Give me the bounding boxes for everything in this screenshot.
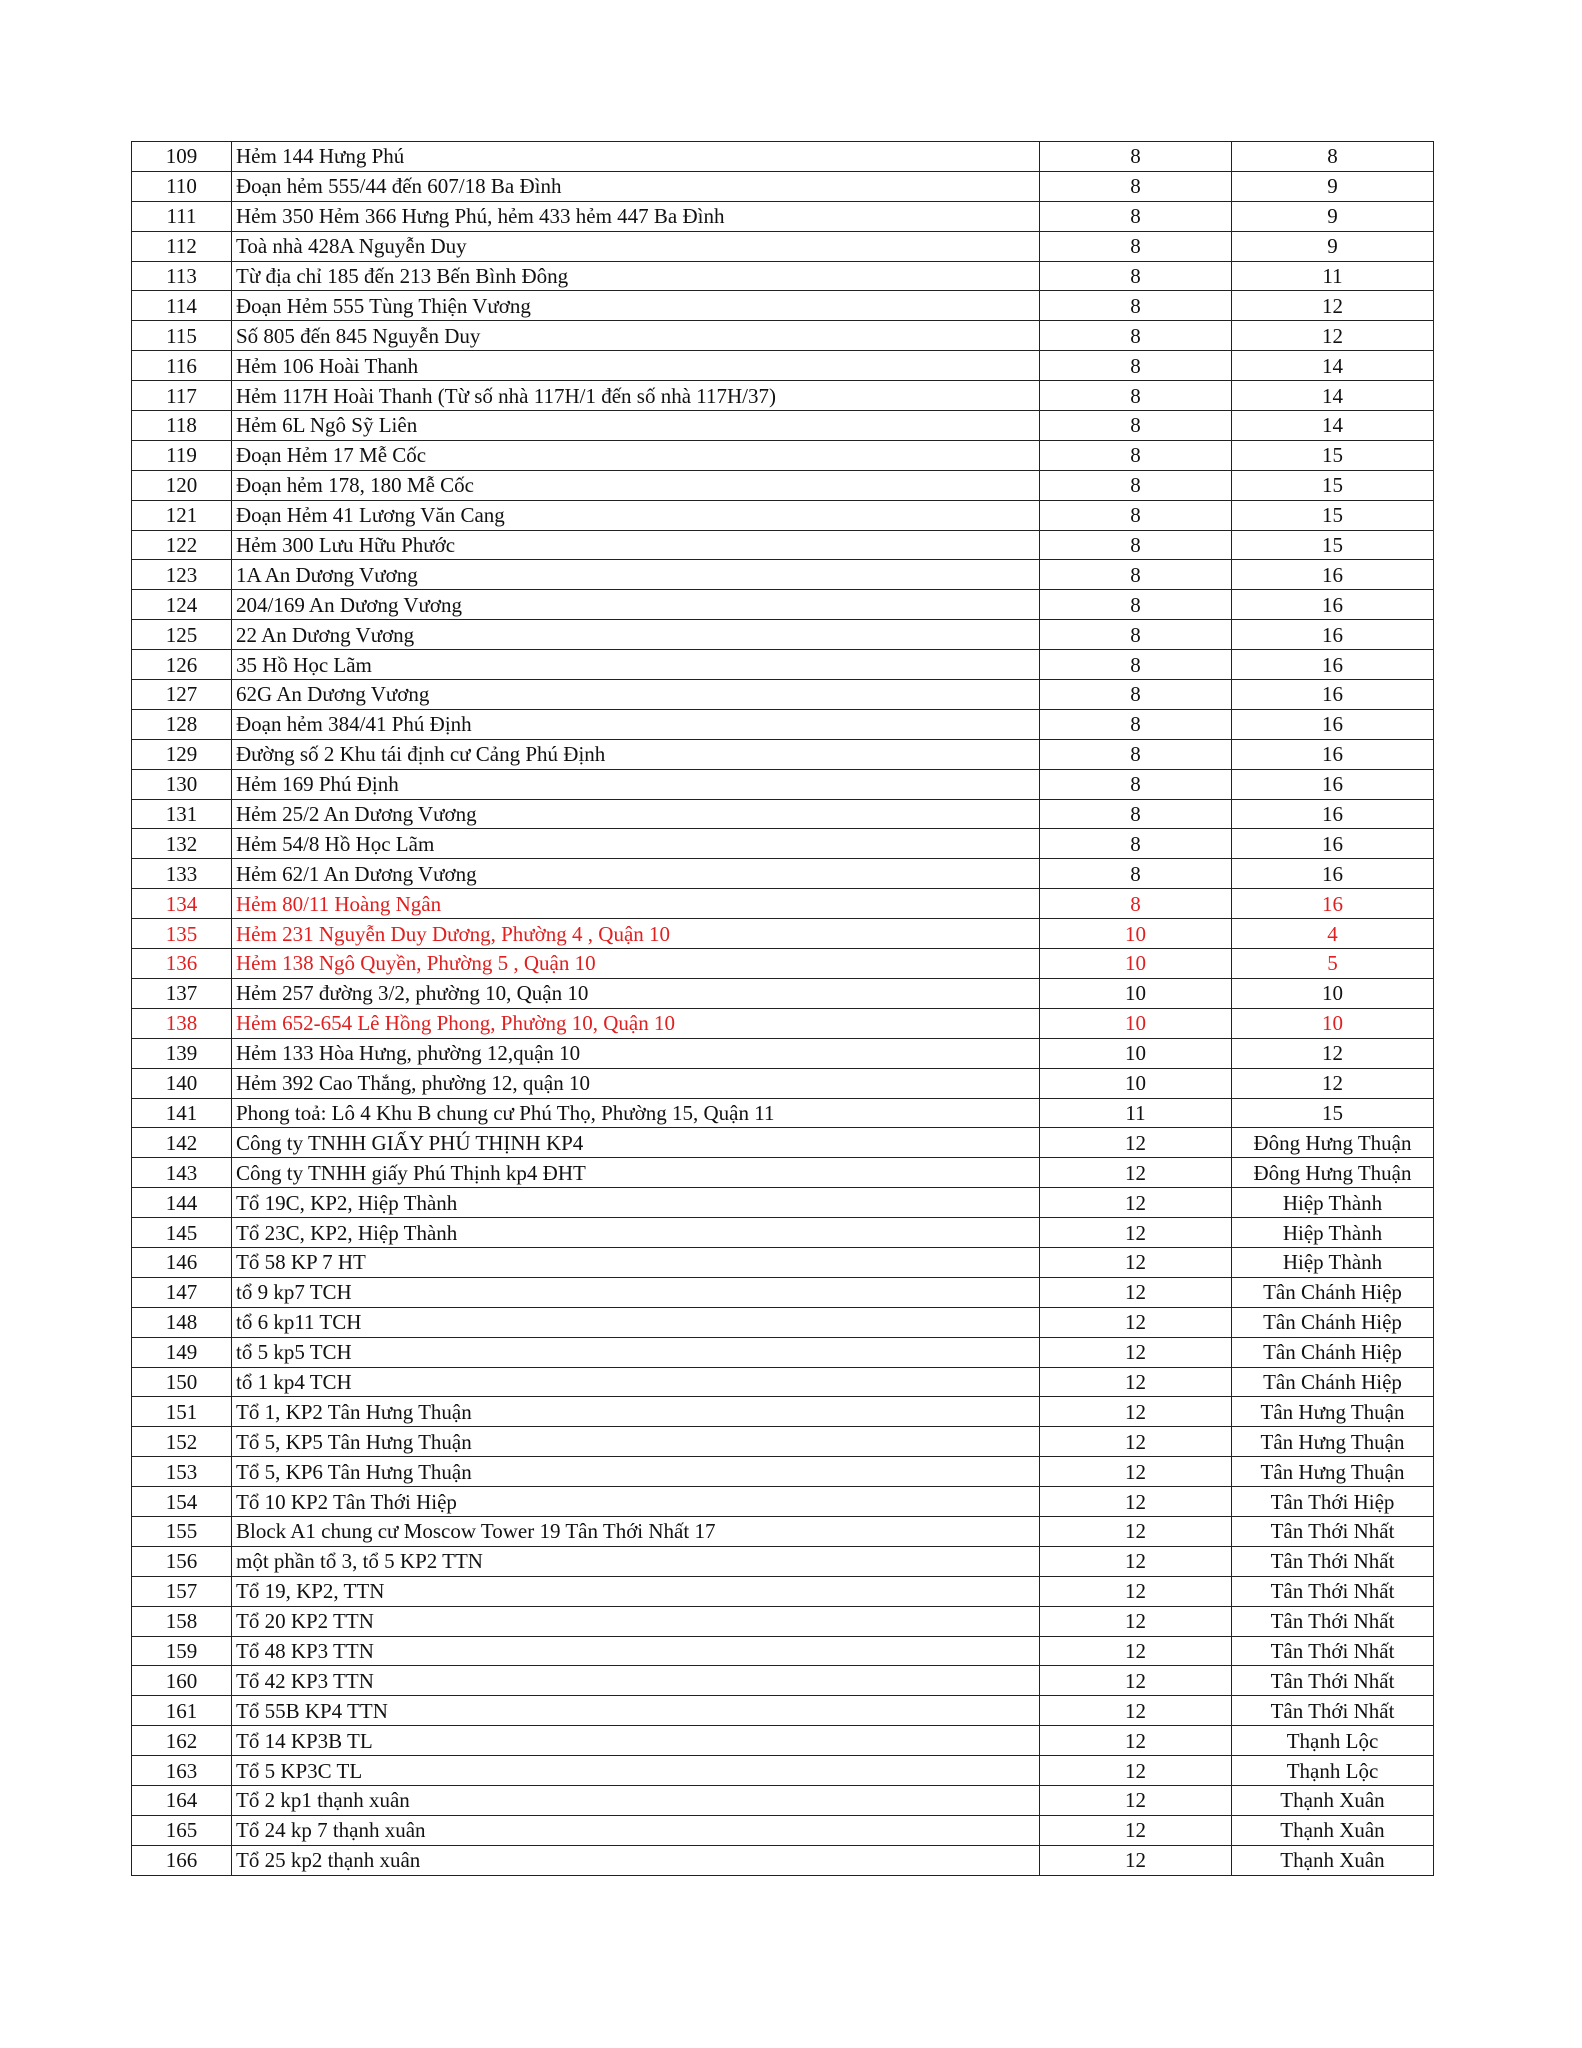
address-cell: Toà nhà 428A Nguyễn Duy — [232, 231, 1040, 261]
address-cell: Tổ 24 kp 7 thạnh xuân — [232, 1815, 1040, 1845]
ward-cell: Tân Thới Nhất — [1232, 1516, 1434, 1546]
ward-cell: Tân Hưng Thuận — [1232, 1457, 1434, 1487]
address-cell: Hẻm 350 Hẻm 366 Hưng Phú, hẻm 433 hẻm 447 Ba Đình — [232, 201, 1040, 231]
address-cell: tổ 1 kp4 TCH — [232, 1367, 1040, 1397]
ward-cell: Tân Thới Nhất — [1232, 1576, 1434, 1606]
ward-cell: 11 — [1232, 261, 1434, 291]
table-row — [132, 560, 1434, 590]
row-number-cell: 133 — [132, 859, 232, 889]
district-cell: 8 — [1040, 530, 1232, 560]
ward-cell: 16 — [1232, 769, 1434, 799]
row-number-cell: 125 — [132, 620, 232, 650]
table-row — [132, 919, 1434, 949]
address-cell: Hẻm 6L Ngô Sỹ Liên — [232, 411, 1040, 441]
address-cell: Tổ 10 KP2 Tân Thới Hiệp — [232, 1487, 1040, 1517]
table-row — [132, 291, 1434, 321]
ward-cell: 10 — [1232, 978, 1434, 1008]
district-cell: 12 — [1040, 1815, 1232, 1845]
ward-cell: 8 — [1232, 142, 1434, 172]
district-cell: 8 — [1040, 351, 1232, 381]
table-row — [132, 321, 1434, 351]
table-row — [132, 1576, 1434, 1606]
table-row — [132, 1516, 1434, 1546]
district-cell: 8 — [1040, 291, 1232, 321]
district-cell: 12 — [1040, 1696, 1232, 1726]
row-number-cell: 154 — [132, 1487, 232, 1517]
district-cell: 8 — [1040, 590, 1232, 620]
table-row — [132, 261, 1434, 291]
ward-cell: Thạnh Xuân — [1232, 1815, 1434, 1845]
district-cell: 10 — [1040, 919, 1232, 949]
table-row — [132, 1008, 1434, 1038]
row-number-cell: 143 — [132, 1158, 232, 1188]
table-row — [132, 949, 1434, 979]
table-row — [132, 978, 1434, 1008]
row-number-cell: 116 — [132, 351, 232, 381]
district-cell: 8 — [1040, 321, 1232, 351]
table-row — [132, 709, 1434, 739]
district-cell: 8 — [1040, 440, 1232, 470]
row-number-cell: 135 — [132, 919, 232, 949]
ward-cell: 16 — [1232, 889, 1434, 919]
address-cell: Hẻm 62/1 An Dương Vương — [232, 859, 1040, 889]
address-cell: Hẻm 25/2 An Dương Vương — [232, 799, 1040, 829]
table-row — [132, 1068, 1434, 1098]
row-number-cell: 129 — [132, 739, 232, 769]
address-cell: Tổ 23C, KP2, Hiệp Thành — [232, 1218, 1040, 1248]
district-cell: 8 — [1040, 859, 1232, 889]
ward-cell: Tân Chánh Hiệp — [1232, 1337, 1434, 1367]
table-row — [132, 1397, 1434, 1427]
address-cell: Tổ 20 KP2 TTN — [232, 1606, 1040, 1636]
table-row — [132, 859, 1434, 889]
row-number-cell: 145 — [132, 1218, 232, 1248]
district-cell: 8 — [1040, 889, 1232, 919]
table-row — [132, 590, 1434, 620]
table-row — [132, 1785, 1434, 1815]
address-cell: Từ địa chỉ 185 đến 213 Bến Bình Đông — [232, 261, 1040, 291]
row-number-cell: 159 — [132, 1636, 232, 1666]
address-cell: Tổ 48 KP3 TTN — [232, 1636, 1040, 1666]
table-row — [132, 171, 1434, 201]
ward-cell: 12 — [1232, 1038, 1434, 1068]
ward-cell: 9 — [1232, 201, 1434, 231]
row-number-cell: 140 — [132, 1068, 232, 1098]
address-cell: Hẻm 133 Hòa Hưng, phường 12,quận 10 — [232, 1038, 1040, 1068]
table-row — [132, 1756, 1434, 1786]
ward-cell: Đông Hưng Thuận — [1232, 1158, 1434, 1188]
district-cell: 12 — [1040, 1785, 1232, 1815]
row-number-cell: 122 — [132, 530, 232, 560]
district-cell: 8 — [1040, 231, 1232, 261]
address-cell: Đoạn hẻm 178, 180 Mễ Cốc — [232, 470, 1040, 500]
address-cell: Đường số 2 Khu tái định cư Cảng Phú Định — [232, 739, 1040, 769]
table-row — [132, 351, 1434, 381]
ward-cell: 15 — [1232, 470, 1434, 500]
district-cell: 12 — [1040, 1756, 1232, 1786]
district-cell: 10 — [1040, 1008, 1232, 1038]
table-row — [132, 620, 1434, 650]
address-cell: Block A1 chung cư Moscow Tower 19 Tân Thới Nhất 17 — [232, 1516, 1040, 1546]
address-cell: Hẻm 300 Lưu Hữu Phước — [232, 530, 1040, 560]
row-number-cell: 117 — [132, 381, 232, 411]
district-cell: 12 — [1040, 1367, 1232, 1397]
ward-cell: 15 — [1232, 1098, 1434, 1128]
district-cell: 8 — [1040, 142, 1232, 172]
table-row — [132, 470, 1434, 500]
table-row — [132, 1337, 1434, 1367]
ward-cell: Tân Thới Nhất — [1232, 1606, 1434, 1636]
table-row — [132, 769, 1434, 799]
ward-cell: Đông Hưng Thuận — [1232, 1128, 1434, 1158]
row-number-cell: 142 — [132, 1128, 232, 1158]
row-number-cell: 149 — [132, 1337, 232, 1367]
row-number-cell: 137 — [132, 978, 232, 1008]
table-row — [132, 500, 1434, 530]
district-cell: 12 — [1040, 1845, 1232, 1875]
table-row — [132, 440, 1434, 470]
district-cell: 12 — [1040, 1606, 1232, 1636]
ward-cell: 16 — [1232, 680, 1434, 710]
district-cell: 12 — [1040, 1636, 1232, 1666]
district-cell: 12 — [1040, 1487, 1232, 1517]
table-row — [132, 1247, 1434, 1277]
row-number-cell: 153 — [132, 1457, 232, 1487]
ward-cell: 9 — [1232, 171, 1434, 201]
address-cell: Số 805 đến 845 Nguyễn Duy — [232, 321, 1040, 351]
address-cell: Hẻm 257 đường 3/2, phường 10, Quận 10 — [232, 978, 1040, 1008]
district-cell: 8 — [1040, 201, 1232, 231]
table-row — [132, 1845, 1434, 1875]
row-number-cell: 152 — [132, 1427, 232, 1457]
ward-cell: 16 — [1232, 829, 1434, 859]
table-row — [132, 1546, 1434, 1576]
address-cell: Đoạn Hẻm 41 Lương Văn Cang — [232, 500, 1040, 530]
table-row — [132, 1696, 1434, 1726]
table-row — [132, 1606, 1434, 1636]
district-cell: 12 — [1040, 1516, 1232, 1546]
row-number-cell: 151 — [132, 1397, 232, 1427]
row-number-cell: 144 — [132, 1188, 232, 1218]
ward-cell: Tân Hưng Thuận — [1232, 1427, 1434, 1457]
address-cell: Tổ 42 KP3 TTN — [232, 1666, 1040, 1696]
ward-cell: 16 — [1232, 560, 1434, 590]
ward-cell: Tân Thới Nhất — [1232, 1696, 1434, 1726]
district-cell: 8 — [1040, 769, 1232, 799]
district-cell: 8 — [1040, 739, 1232, 769]
row-number-cell: 165 — [132, 1815, 232, 1845]
address-cell: Đoạn Hẻm 17 Mễ Cốc — [232, 440, 1040, 470]
ward-cell: 16 — [1232, 650, 1434, 680]
ward-cell: 12 — [1232, 291, 1434, 321]
table-row — [132, 1726, 1434, 1756]
district-cell: 12 — [1040, 1128, 1232, 1158]
ward-cell: Tân Thới Nhất — [1232, 1636, 1434, 1666]
district-cell: 12 — [1040, 1427, 1232, 1457]
ward-cell: Thạnh Xuân — [1232, 1785, 1434, 1815]
row-number-cell: 136 — [132, 949, 232, 979]
address-cell: Hẻm 106 Hoài Thanh — [232, 351, 1040, 381]
row-number-cell: 160 — [132, 1666, 232, 1696]
row-number-cell: 114 — [132, 291, 232, 321]
table-row — [132, 1307, 1434, 1337]
address-cell: Đoạn hẻm 555/44 đến 607/18 Ba Đình — [232, 171, 1040, 201]
ward-cell: 16 — [1232, 709, 1434, 739]
ward-cell: 9 — [1232, 231, 1434, 261]
row-number-cell: 139 — [132, 1038, 232, 1068]
district-cell: 12 — [1040, 1457, 1232, 1487]
district-cell: 8 — [1040, 650, 1232, 680]
address-cell: Phong toả: Lô 4 Khu B chung cư Phú Thọ, Phường 15, Quận 11 — [232, 1098, 1040, 1128]
ward-cell: 15 — [1232, 500, 1434, 530]
district-cell: 8 — [1040, 411, 1232, 441]
row-number-cell: 158 — [132, 1606, 232, 1636]
district-cell: 10 — [1040, 949, 1232, 979]
address-table — [131, 141, 1434, 1876]
row-number-cell: 150 — [132, 1367, 232, 1397]
row-number-cell: 163 — [132, 1756, 232, 1786]
row-number-cell: 115 — [132, 321, 232, 351]
ward-cell: Hiệp Thành — [1232, 1218, 1434, 1248]
district-cell: 8 — [1040, 620, 1232, 650]
address-cell: Tổ 25 kp2 thạnh xuân — [232, 1845, 1040, 1875]
table-row — [132, 1666, 1434, 1696]
address-cell: Đoạn Hẻm 555 Tùng Thiện Vương — [232, 291, 1040, 321]
district-cell: 10 — [1040, 1068, 1232, 1098]
district-cell: 12 — [1040, 1307, 1232, 1337]
table-row — [132, 1038, 1434, 1068]
ward-cell: 16 — [1232, 739, 1434, 769]
address-cell: Công ty TNHH GIẤY PHÚ THỊNH KP4 — [232, 1128, 1040, 1158]
address-cell: Hẻm 138 Ngô Quyền, Phường 5 , Quận 10 — [232, 949, 1040, 979]
row-number-cell: 131 — [132, 799, 232, 829]
district-cell: 12 — [1040, 1277, 1232, 1307]
address-cell: Tổ 5 KP3C TL — [232, 1756, 1040, 1786]
ward-cell: 10 — [1232, 1008, 1434, 1038]
district-cell: 12 — [1040, 1576, 1232, 1606]
row-number-cell: 123 — [132, 560, 232, 590]
address-cell: Tổ 19C, KP2, Hiệp Thành — [232, 1188, 1040, 1218]
row-number-cell: 126 — [132, 650, 232, 680]
address-cell: 35 Hồ Học Lãm — [232, 650, 1040, 680]
ward-cell: 14 — [1232, 351, 1434, 381]
row-number-cell: 156 — [132, 1546, 232, 1576]
district-cell: 8 — [1040, 829, 1232, 859]
row-number-cell: 157 — [132, 1576, 232, 1606]
address-cell: tổ 6 kp11 TCH — [232, 1307, 1040, 1337]
ward-cell: Tân Chánh Hiệp — [1232, 1277, 1434, 1307]
table-row — [132, 1158, 1434, 1188]
ward-cell: 16 — [1232, 620, 1434, 650]
district-cell: 12 — [1040, 1397, 1232, 1427]
ward-cell: Tân Chánh Hiệp — [1232, 1307, 1434, 1337]
row-number-cell: 134 — [132, 889, 232, 919]
district-cell: 8 — [1040, 261, 1232, 291]
address-cell: Tổ 14 KP3B TL — [232, 1726, 1040, 1756]
ward-cell: 16 — [1232, 859, 1434, 889]
address-cell: một phần tổ 3, tổ 5 KP2 TTN — [232, 1546, 1040, 1576]
table-row — [132, 1427, 1434, 1457]
address-cell: 1A An Dương Vương — [232, 560, 1040, 590]
row-number-cell: 124 — [132, 590, 232, 620]
table-row — [132, 530, 1434, 560]
ward-cell: Thạnh Xuân — [1232, 1845, 1434, 1875]
table-row — [132, 680, 1434, 710]
district-cell: 8 — [1040, 381, 1232, 411]
ward-cell: 14 — [1232, 381, 1434, 411]
table-row — [132, 1636, 1434, 1666]
ward-cell: 4 — [1232, 919, 1434, 949]
district-cell: 8 — [1040, 560, 1232, 590]
address-cell: Hẻm 169 Phú Định — [232, 769, 1040, 799]
ward-cell: 14 — [1232, 411, 1434, 441]
row-number-cell: 130 — [132, 769, 232, 799]
row-number-cell: 113 — [132, 261, 232, 291]
ward-cell: Tân Chánh Hiệp — [1232, 1367, 1434, 1397]
table-row — [132, 739, 1434, 769]
district-cell: 11 — [1040, 1098, 1232, 1128]
address-cell: Công ty TNHH giấy Phú Thịnh kp4 ĐHT — [232, 1158, 1040, 1188]
district-cell: 12 — [1040, 1188, 1232, 1218]
address-cell: 204/169 An Dương Vương — [232, 590, 1040, 620]
address-cell: Đoạn hẻm 384/41 Phú Định — [232, 709, 1040, 739]
ward-cell: 16 — [1232, 799, 1434, 829]
row-number-cell: 109 — [132, 142, 232, 172]
ward-cell: Hiệp Thành — [1232, 1188, 1434, 1218]
ward-cell: 12 — [1232, 321, 1434, 351]
row-number-cell: 132 — [132, 829, 232, 859]
address-cell: Tổ 5, KP6 Tân Hưng Thuận — [232, 1457, 1040, 1487]
address-cell: tổ 5 kp5 TCH — [232, 1337, 1040, 1367]
address-cell: Hẻm 117H Hoài Thanh (Từ số nhà 117H/1 đến số nhà 117H/37) — [232, 381, 1040, 411]
table-row — [132, 1367, 1434, 1397]
ward-cell: 16 — [1232, 590, 1434, 620]
row-number-cell: 138 — [132, 1008, 232, 1038]
row-number-cell: 112 — [132, 231, 232, 261]
address-cell: Hẻm 652-654 Lê Hồng Phong, Phường 10, Quận 10 — [232, 1008, 1040, 1038]
row-number-cell: 146 — [132, 1247, 232, 1277]
district-cell: 8 — [1040, 171, 1232, 201]
row-number-cell: 162 — [132, 1726, 232, 1756]
district-cell: 12 — [1040, 1546, 1232, 1576]
row-number-cell: 127 — [132, 680, 232, 710]
row-number-cell: 164 — [132, 1785, 232, 1815]
row-number-cell: 148 — [132, 1307, 232, 1337]
district-cell: 12 — [1040, 1337, 1232, 1367]
row-number-cell: 121 — [132, 500, 232, 530]
table-row — [132, 201, 1434, 231]
row-number-cell: 118 — [132, 411, 232, 441]
address-cell: Tổ 55B KP4 TTN — [232, 1696, 1040, 1726]
table-row — [132, 381, 1434, 411]
table-row — [132, 650, 1434, 680]
ward-cell: Tân Thới Nhất — [1232, 1666, 1434, 1696]
district-cell: 8 — [1040, 709, 1232, 739]
ward-cell: 5 — [1232, 949, 1434, 979]
table-row — [132, 411, 1434, 441]
district-cell: 8 — [1040, 500, 1232, 530]
district-cell: 12 — [1040, 1218, 1232, 1248]
ward-cell: Thạnh Lộc — [1232, 1756, 1434, 1786]
district-cell: 12 — [1040, 1726, 1232, 1756]
address-cell: Hẻm 392 Cao Thắng, phường 12, quận 10 — [232, 1068, 1040, 1098]
district-cell: 8 — [1040, 680, 1232, 710]
table-row — [132, 1128, 1434, 1158]
address-cell: Tổ 19, KP2, TTN — [232, 1576, 1040, 1606]
district-cell: 12 — [1040, 1247, 1232, 1277]
ward-cell: Thạnh Lộc — [1232, 1726, 1434, 1756]
address-cell: Hẻm 80/11 Hoàng Ngân — [232, 889, 1040, 919]
table-row — [132, 1487, 1434, 1517]
district-cell: 10 — [1040, 978, 1232, 1008]
address-cell: Hẻm 54/8 Hồ Học Lãm — [232, 829, 1040, 859]
address-cell: Tổ 58 KP 7 HT — [232, 1247, 1040, 1277]
district-cell: 10 — [1040, 1038, 1232, 1068]
row-number-cell: 161 — [132, 1696, 232, 1726]
address-cell: Tổ 2 kp1 thạnh xuân — [232, 1785, 1040, 1815]
table-row — [132, 829, 1434, 859]
table-row — [132, 1277, 1434, 1307]
table-row — [132, 231, 1434, 261]
row-number-cell: 128 — [132, 709, 232, 739]
district-cell: 8 — [1040, 799, 1232, 829]
table-row — [132, 1098, 1434, 1128]
row-number-cell: 155 — [132, 1516, 232, 1546]
table-row — [132, 889, 1434, 919]
address-cell: Hẻm 144 Hưng Phú — [232, 142, 1040, 172]
table-row — [132, 1188, 1434, 1218]
table-row — [132, 799, 1434, 829]
address-cell: tổ 9 kp7 TCH — [232, 1277, 1040, 1307]
district-cell: 12 — [1040, 1158, 1232, 1188]
address-cell: Tổ 5, KP5 Tân Hưng Thuận — [232, 1427, 1040, 1457]
ward-cell: Hiệp Thành — [1232, 1247, 1434, 1277]
table-body — [132, 142, 1434, 1876]
table-row — [132, 142, 1434, 172]
table-row — [132, 1457, 1434, 1487]
ward-cell: 12 — [1232, 1068, 1434, 1098]
district-cell: 8 — [1040, 470, 1232, 500]
row-number-cell: 111 — [132, 201, 232, 231]
row-number-cell: 147 — [132, 1277, 232, 1307]
row-number-cell: 120 — [132, 470, 232, 500]
ward-cell: Tân Hưng Thuận — [1232, 1397, 1434, 1427]
row-number-cell: 166 — [132, 1845, 232, 1875]
address-cell: Tổ 1, KP2 Tân Hưng Thuận — [232, 1397, 1040, 1427]
ward-cell: 15 — [1232, 530, 1434, 560]
ward-cell: Tân Thới Nhất — [1232, 1546, 1434, 1576]
address-cell: 62G An Dương Vương — [232, 680, 1040, 710]
row-number-cell: 141 — [132, 1098, 232, 1128]
district-cell: 12 — [1040, 1666, 1232, 1696]
table-row — [132, 1218, 1434, 1248]
address-cell: Hẻm 231 Nguyễn Duy Dương, Phường 4 , Quận 10 — [232, 919, 1040, 949]
table-row — [132, 1815, 1434, 1845]
row-number-cell: 119 — [132, 440, 232, 470]
ward-cell: 15 — [1232, 440, 1434, 470]
row-number-cell: 110 — [132, 171, 232, 201]
ward-cell: Tân Thới Hiệp — [1232, 1487, 1434, 1517]
address-cell: 22 An Dương Vương — [232, 620, 1040, 650]
